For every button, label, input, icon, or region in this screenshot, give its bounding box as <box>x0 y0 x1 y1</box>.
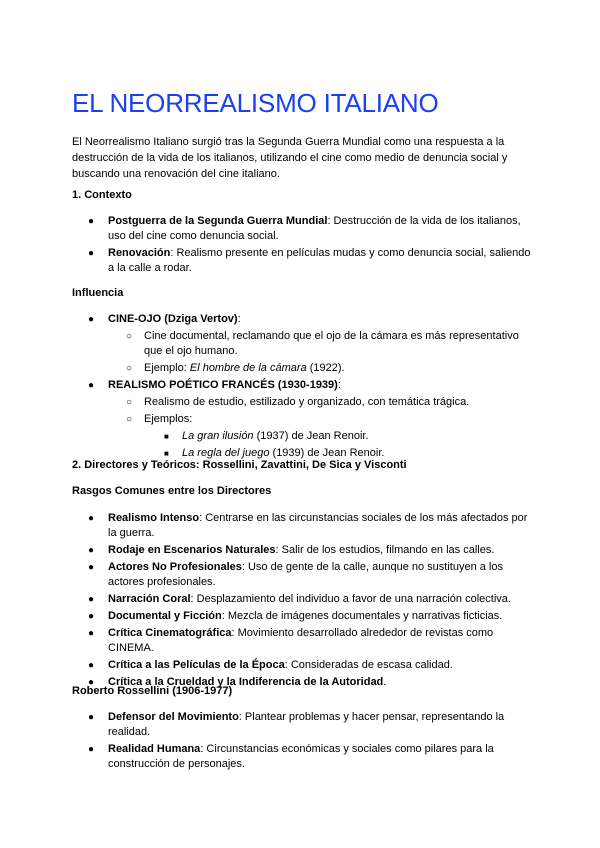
rasgos-list <box>72 511 532 692</box>
bullet-icon: ● <box>88 677 95 688</box>
bullet-icon: ● <box>88 545 95 556</box>
list-item <box>72 214 532 244</box>
list-item <box>72 246 532 276</box>
item-term: Realismo Intenso <box>108 512 200 524</box>
bullet-icon: ● <box>88 380 95 391</box>
bullet-icon: ● <box>88 660 95 671</box>
sublist-item: ○ Cine documental, reclamando que el ojo de la cámara es más representativo que el ojo humano. <box>126 330 519 357</box>
realismo-sublist <box>108 395 532 461</box>
film-title: El hombre de la cámara <box>189 362 307 374</box>
circle-bullet-icon: ○ <box>126 397 133 408</box>
item-term: Postguerra de la Segunda Guerra Mundial <box>108 215 328 227</box>
square-bullet-icon: ■ <box>164 449 169 458</box>
list-item <box>72 592 532 607</box>
list-item-realismo: ● REALISMO POÉTICO FRANCÉS (1930-1939): ○ Realismo de estudio, estilizado y organizado, con temática trágica. ○ Ejemplos: ■ La gran ilusión (1937) de Jean Renoir. ■ La regla del juego (1939) de Jean Renoir. <box>72 378 532 461</box>
item-text: : Realismo presente en películas mudas y como denuncia social, saliendo a la calle a rodar. <box>108 247 531 274</box>
item-term: Realidad Humana <box>108 743 201 755</box>
intro-paragraph: El Neorrealismo Italiano surgió tras la Segunda Guerra Mundial como una respuesta a la destrucción de la vida de los italianos, utilizando el cine como medio de denuncia social y buscando una renovación del cine italiano. <box>72 136 508 180</box>
square-bullet-icon: ■ <box>164 432 169 441</box>
item-term: Documental y Ficción <box>108 610 222 622</box>
list-item <box>72 710 532 740</box>
list-item <box>72 626 532 656</box>
subheading-rossellini: Roberto Rossellini (1906-1977) <box>72 685 233 697</box>
item-term: REALISMO POÉTICO FRANCÉS (1930-1939) <box>108 379 338 391</box>
list-item <box>72 543 532 558</box>
item-text: : Movimiento desarrollado alrededor de revistas como CINEMA. <box>108 627 494 654</box>
list-item <box>72 560 532 590</box>
bullet-icon: ● <box>88 594 95 605</box>
film-title: La regla del juego <box>182 447 270 459</box>
bullet-icon: ● <box>88 562 95 573</box>
list-item <box>72 742 532 772</box>
section-heading-contexto: 1. Contexto <box>72 189 132 201</box>
cineojo-sublist <box>108 329 532 376</box>
item-text: : Centrarse en las circunstancias sociales de los más afectados por la guerra. <box>108 512 528 539</box>
item-term: Crítica a la Crueldad y la Indiferencia de la Autoridad <box>108 676 384 688</box>
item-text: : Salir de los estudios, filmando en las calles. <box>275 544 495 556</box>
sublist-item: ○ Ejemplo: El hombre de la cámara (1922). <box>126 362 345 374</box>
item-term: Narración Coral <box>108 593 191 605</box>
item-term: Crítica a las Películas de la Época <box>108 659 285 671</box>
item-term: Actores No Profesionales <box>108 561 242 573</box>
item-text: : Desplazamiento del individuo a favor de una narración colectiva. <box>190 593 511 605</box>
item-term: Renovación <box>108 247 171 259</box>
document-title: EL NEORREALISMO ITALIANO <box>72 88 439 118</box>
circle-bullet-icon: ○ <box>126 414 133 425</box>
item-term: CINE-OJO (Dziga Vertov) <box>108 313 238 325</box>
bullet-icon: ● <box>88 248 95 259</box>
bullet-icon: ● <box>88 513 95 524</box>
item-text: : Mezcla de imágenes documentales y narrativas ficticias. <box>221 610 503 622</box>
item-text: : Uso de gente de la calle, aunque no sustituyen a los actores profesionales. <box>108 561 503 588</box>
item-term: Rodaje en Escenarios Naturales <box>108 544 276 556</box>
bullet-icon: ● <box>88 712 95 723</box>
item-text: : Plantear problemas y hacer pensar, representando la realidad. <box>108 711 505 738</box>
rossellini-list <box>72 710 532 774</box>
contexto-list <box>72 214 532 278</box>
bullet-icon: ● <box>88 611 95 622</box>
section-heading-directores: 2. Directores y Teóricos: Rossellini, Zavattini, De Sica y Visconti <box>72 459 407 471</box>
subheading-rasgos: Rasgos Comunes entre los Directores <box>72 485 272 497</box>
example-item: ■ La gran ilusión (1937) de Jean Renoir. <box>164 430 369 442</box>
item-term: Crítica Cinematográfica <box>108 627 232 639</box>
bullet-icon: ● <box>88 744 95 755</box>
bullet-icon: ● <box>88 216 95 227</box>
list-item <box>72 658 532 673</box>
item-text: . <box>383 676 387 688</box>
circle-bullet-icon: ○ <box>126 363 133 374</box>
examples-sublist <box>144 429 532 461</box>
item-text: : Destrucción de la vida de los italianos, uso del cine como denuncia social. <box>108 215 521 242</box>
item-term: Defensor del Movimiento <box>108 711 239 723</box>
list-item-cineojo: ● CINE-OJO (Dziga Vertov): ○ Cine documental, reclamando que el ojo de la cámara es más representativo que el ojo humano. ○ Ejemplo: El hombre de la cámara (1922). <box>72 312 532 376</box>
item-text: : Consideradas de escasa calidad. <box>284 659 453 671</box>
example-item: ■ La regla del juego (1939) de Jean Renoir. <box>164 447 385 459</box>
sublist-item: ○ Ejemplos: ■ La gran ilusión (1937) de Jean Renoir. ■ La regla del juego (1939) de Jean Renoir. <box>108 412 532 461</box>
influencia-list <box>72 312 532 463</box>
sublist-item: ○ Realismo de estudio, estilizado y organizado, con temática trágica. <box>126 396 470 408</box>
film-title: La gran ilusión <box>182 430 254 442</box>
bullet-icon: ● <box>88 628 95 639</box>
item-text: : Circunstancias económicas y sociales como pilares para la construcción de personajes. <box>108 743 494 770</box>
bullet-icon: ● <box>88 314 95 325</box>
circle-bullet-icon: ○ <box>126 331 133 342</box>
list-item <box>72 609 532 624</box>
section-heading-influencia: Influencia <box>72 287 124 299</box>
list-item <box>72 511 532 541</box>
